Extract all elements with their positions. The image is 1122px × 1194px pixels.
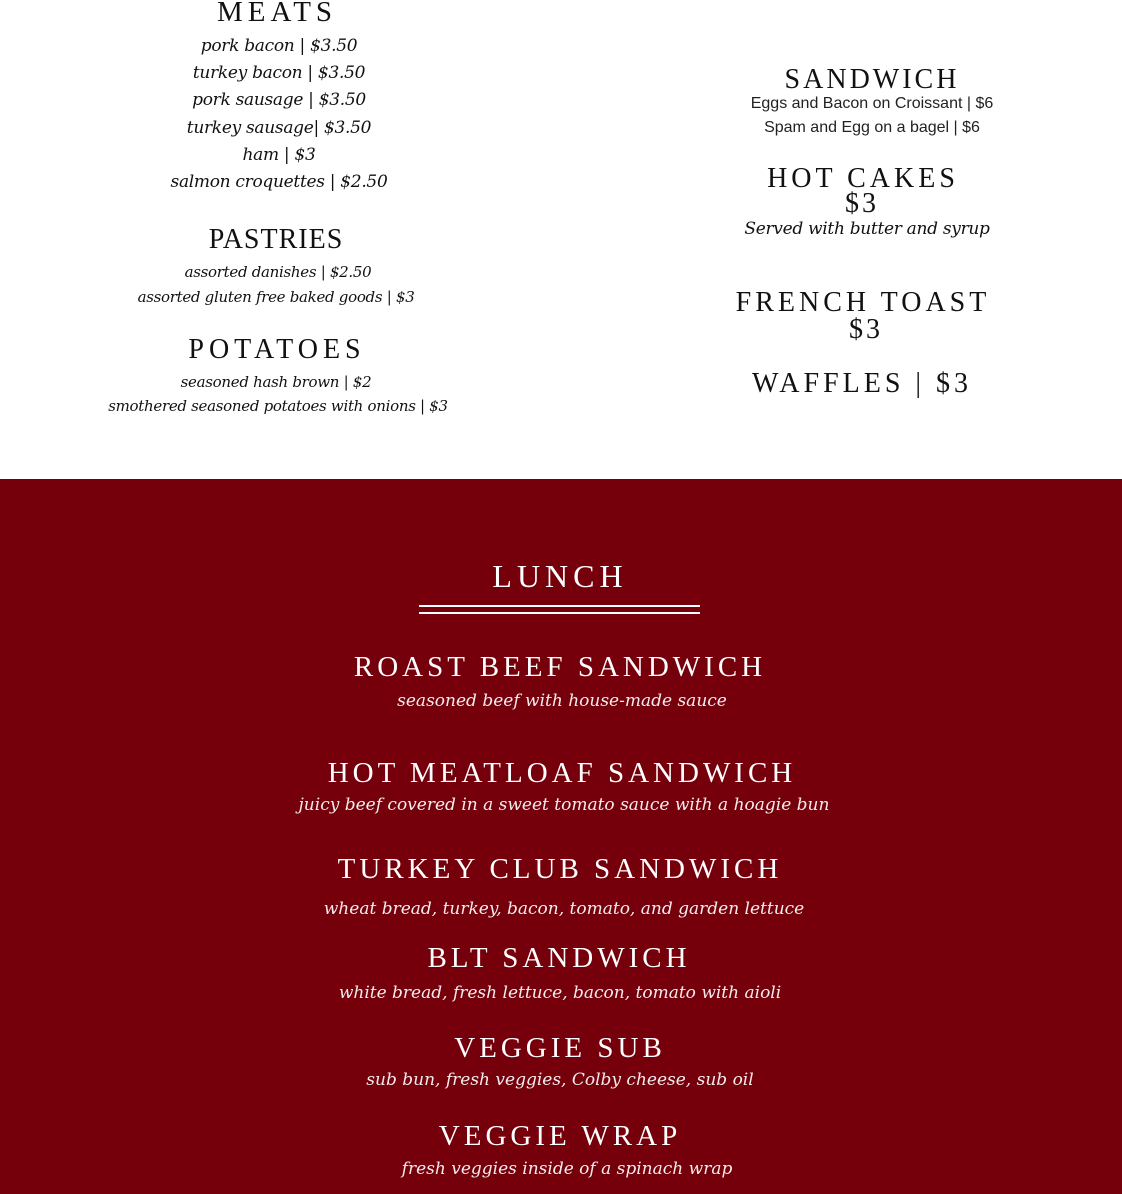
lunch-item-description: wheat bread, turkey, bacon, tomato, and garden lettuce bbox=[323, 899, 805, 919]
hot-cakes-price: $3 bbox=[845, 188, 879, 219]
lunch-item-name: BLT SANDWICH bbox=[427, 942, 691, 974]
potatoes-item: seasoned hash brown | $2 bbox=[180, 373, 372, 391]
lunch-item-description: white bread, fresh lettuce, bacon, tomato with aioli bbox=[338, 983, 782, 1003]
hot-cakes-description: Served with butter and syrup bbox=[744, 219, 990, 239]
sandwich-item: Eggs and Bacon on Croissant | $6 bbox=[750, 95, 994, 112]
hot-cakes-heading: HOT CAKES bbox=[767, 163, 959, 194]
lunch-item-name: ROAST BEEF SANDWICH bbox=[353, 651, 767, 683]
lunch-item-description: seasoned beef with house-made sauce bbox=[397, 691, 727, 711]
meats-item: ham | $3 bbox=[242, 145, 316, 165]
meats-item: turkey sausage| $3.50 bbox=[186, 118, 372, 138]
lunch-item-description: juicy beef covered in a sweet tomato sauce with a hoagie bun bbox=[298, 795, 830, 815]
waffles-heading: WAFFLES | $3 bbox=[751, 368, 973, 399]
lunch-item-name: VEGGIE WRAP bbox=[438, 1120, 682, 1152]
meats-heading: MEATS bbox=[216, 0, 338, 28]
meats-item: salmon croquettes | $2.50 bbox=[170, 172, 388, 192]
lunch-divider-top bbox=[419, 605, 700, 607]
french-toast-price: $3 bbox=[849, 314, 883, 345]
lunch-item-name: TURKEY CLUB SANDWICH bbox=[337, 853, 783, 885]
meats-item: turkey bacon | $3.50 bbox=[192, 63, 366, 83]
lunch-item-name: VEGGIE SUB bbox=[454, 1032, 666, 1064]
lunch-item-name: HOT MEATLOAF SANDWICH bbox=[327, 757, 797, 789]
lunch-item-description: sub bun, fresh veggies, Colby cheese, sub oil bbox=[366, 1070, 754, 1090]
pastries-item: assorted gluten free baked goods | $3 bbox=[137, 288, 415, 306]
potatoes-item: smothered seasoned potatoes with onions | $3 bbox=[108, 397, 448, 415]
sandwich-heading: SANDWICH bbox=[784, 64, 960, 95]
pastries-heading: PASTRIES bbox=[208, 224, 344, 255]
french-toast-heading: FRENCH TOAST bbox=[735, 287, 991, 318]
lunch-section bbox=[0, 479, 1122, 1194]
potatoes-heading: POTATOES bbox=[188, 334, 366, 365]
lunch-item-description: fresh veggies inside of a spinach wrap bbox=[401, 1159, 733, 1179]
sandwich-item: Spam and Egg on a bagel | $6 bbox=[764, 119, 980, 136]
lunch-divider-bottom bbox=[419, 612, 700, 614]
meats-item: pork bacon | $3.50 bbox=[200, 36, 358, 56]
lunch-heading: LUNCH bbox=[492, 558, 628, 594]
meats-item: pork sausage | $3.50 bbox=[192, 90, 366, 110]
pastries-item: assorted danishes | $2.50 bbox=[184, 263, 372, 281]
